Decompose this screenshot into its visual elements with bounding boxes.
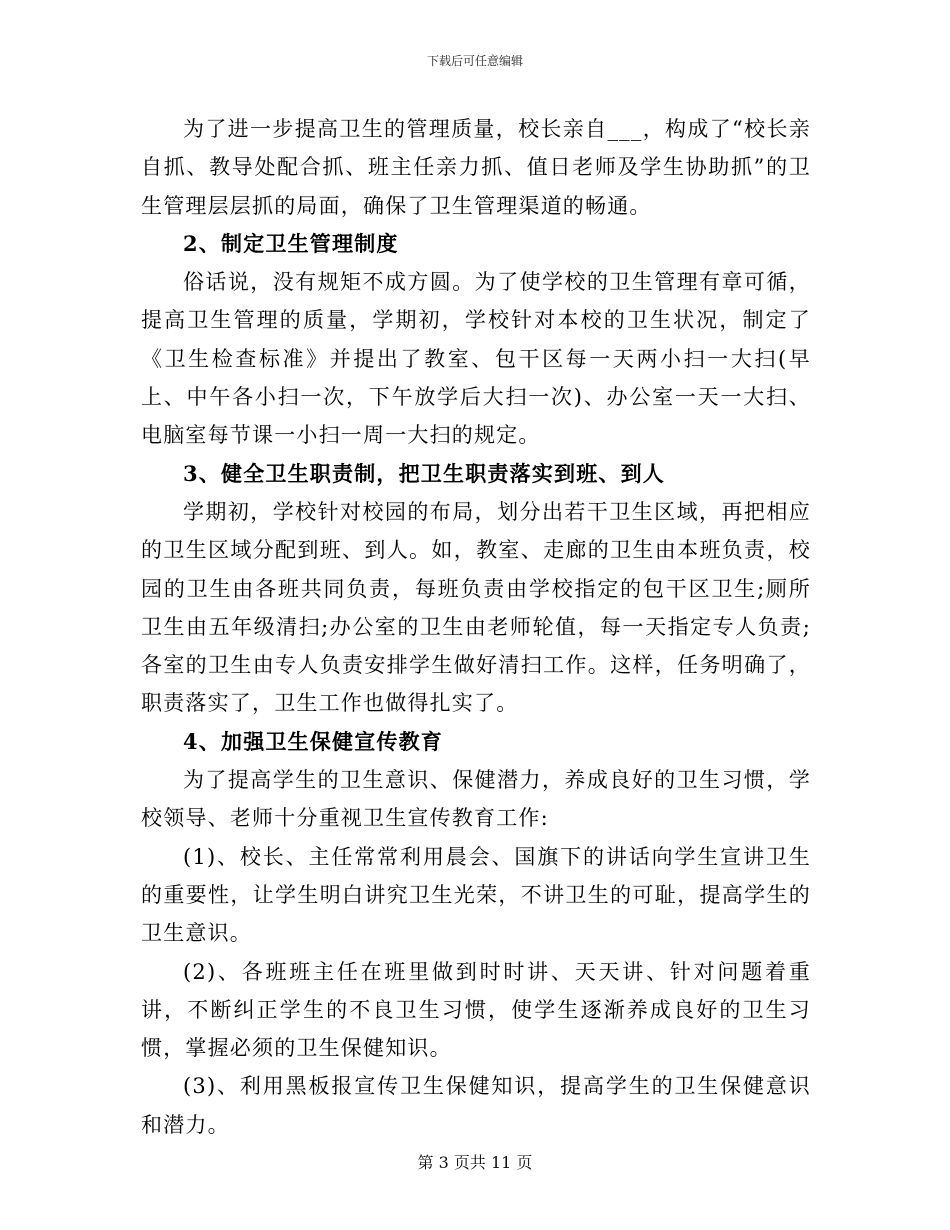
section-heading-3: 3、健全卫生职责制，把卫生职责落实到班、到人 — [183, 460, 666, 486]
document-body — [141, 110, 811, 1144]
list-item-2: (2)、各班班主任在班里做到时时讲、天天讲、针对问题着重讲，不断纠正学生的不良卫生习惯，使学生逐渐养成良好的卫生习惯，掌握必须的卫生保健知识。 — [141, 959, 811, 1061]
paragraph-management-structure: 为了进一步提高卫生的管理质量，校长亲自___，构成了“校长亲自抓、教导处配合抓、班主任亲力抓、值日老师及学生协助抓”的卫生管理层层抓的局面，确保了卫生管理渠道的畅通。 — [141, 117, 811, 218]
page-footer: 第 3 页共 11 页 — [417, 1153, 533, 1172]
list-item-3: (3)、利用黑板报宣传卫生保健知识，提高学生的卫生保健意识和潜力。 — [141, 1074, 811, 1137]
page-header: 下载后可任意编辑 — [426, 54, 523, 68]
paragraph-education-intro: 为了提高学生的卫生意识、保健潜力，养成良好的卫生习惯，学校领导、老师十分重视卫生宣传教育工作: — [141, 768, 811, 831]
paragraph-hygiene-rules: 俗话说，没有规矩不成方圆。为了使学校的卫生管理有章可循，提高卫生管理的质量，学期初，学校针对本校的卫生状况，制定了《卫生检查标准》并提出了教室、包干区每一天两小扫一大扫(早上、中午各小扫一次，下午放学后大扫一次)、办公室一天一大扫、电脑室每节课一小扫一周一大扫的规定。 — [141, 270, 811, 448]
paragraph-responsibility-areas: 学期初，学校针对校园的布局，划分出若干卫生区域，再把相应的卫生区域分配到班、到人。如，教室、走廊的卫生由本班负责，校园的卫生由各班共同负责，每班负责由学校指定的包干区卫生;厕所卫生由五年级清扫;办公室的卫生由老师轮值，每一天指定专人负责;各室的卫生由专人负责安排学生做好清扫工作。这样，任务明确了，职责落实了，卫生工作也做得扎实了。 — [141, 499, 811, 716]
section-heading-2: 2、制定卫生管理制度 — [183, 230, 399, 256]
list-item-1: (1)、校长、主任常常利用晨会、国旗下的讲话向学生宣讲卫生的重要性，让学生明白讲究卫生光荣，不讲卫生的可耻，提高学生的卫生意识。 — [141, 844, 811, 946]
section-heading-4: 4、加强卫生保健宣传教育 — [183, 728, 444, 754]
